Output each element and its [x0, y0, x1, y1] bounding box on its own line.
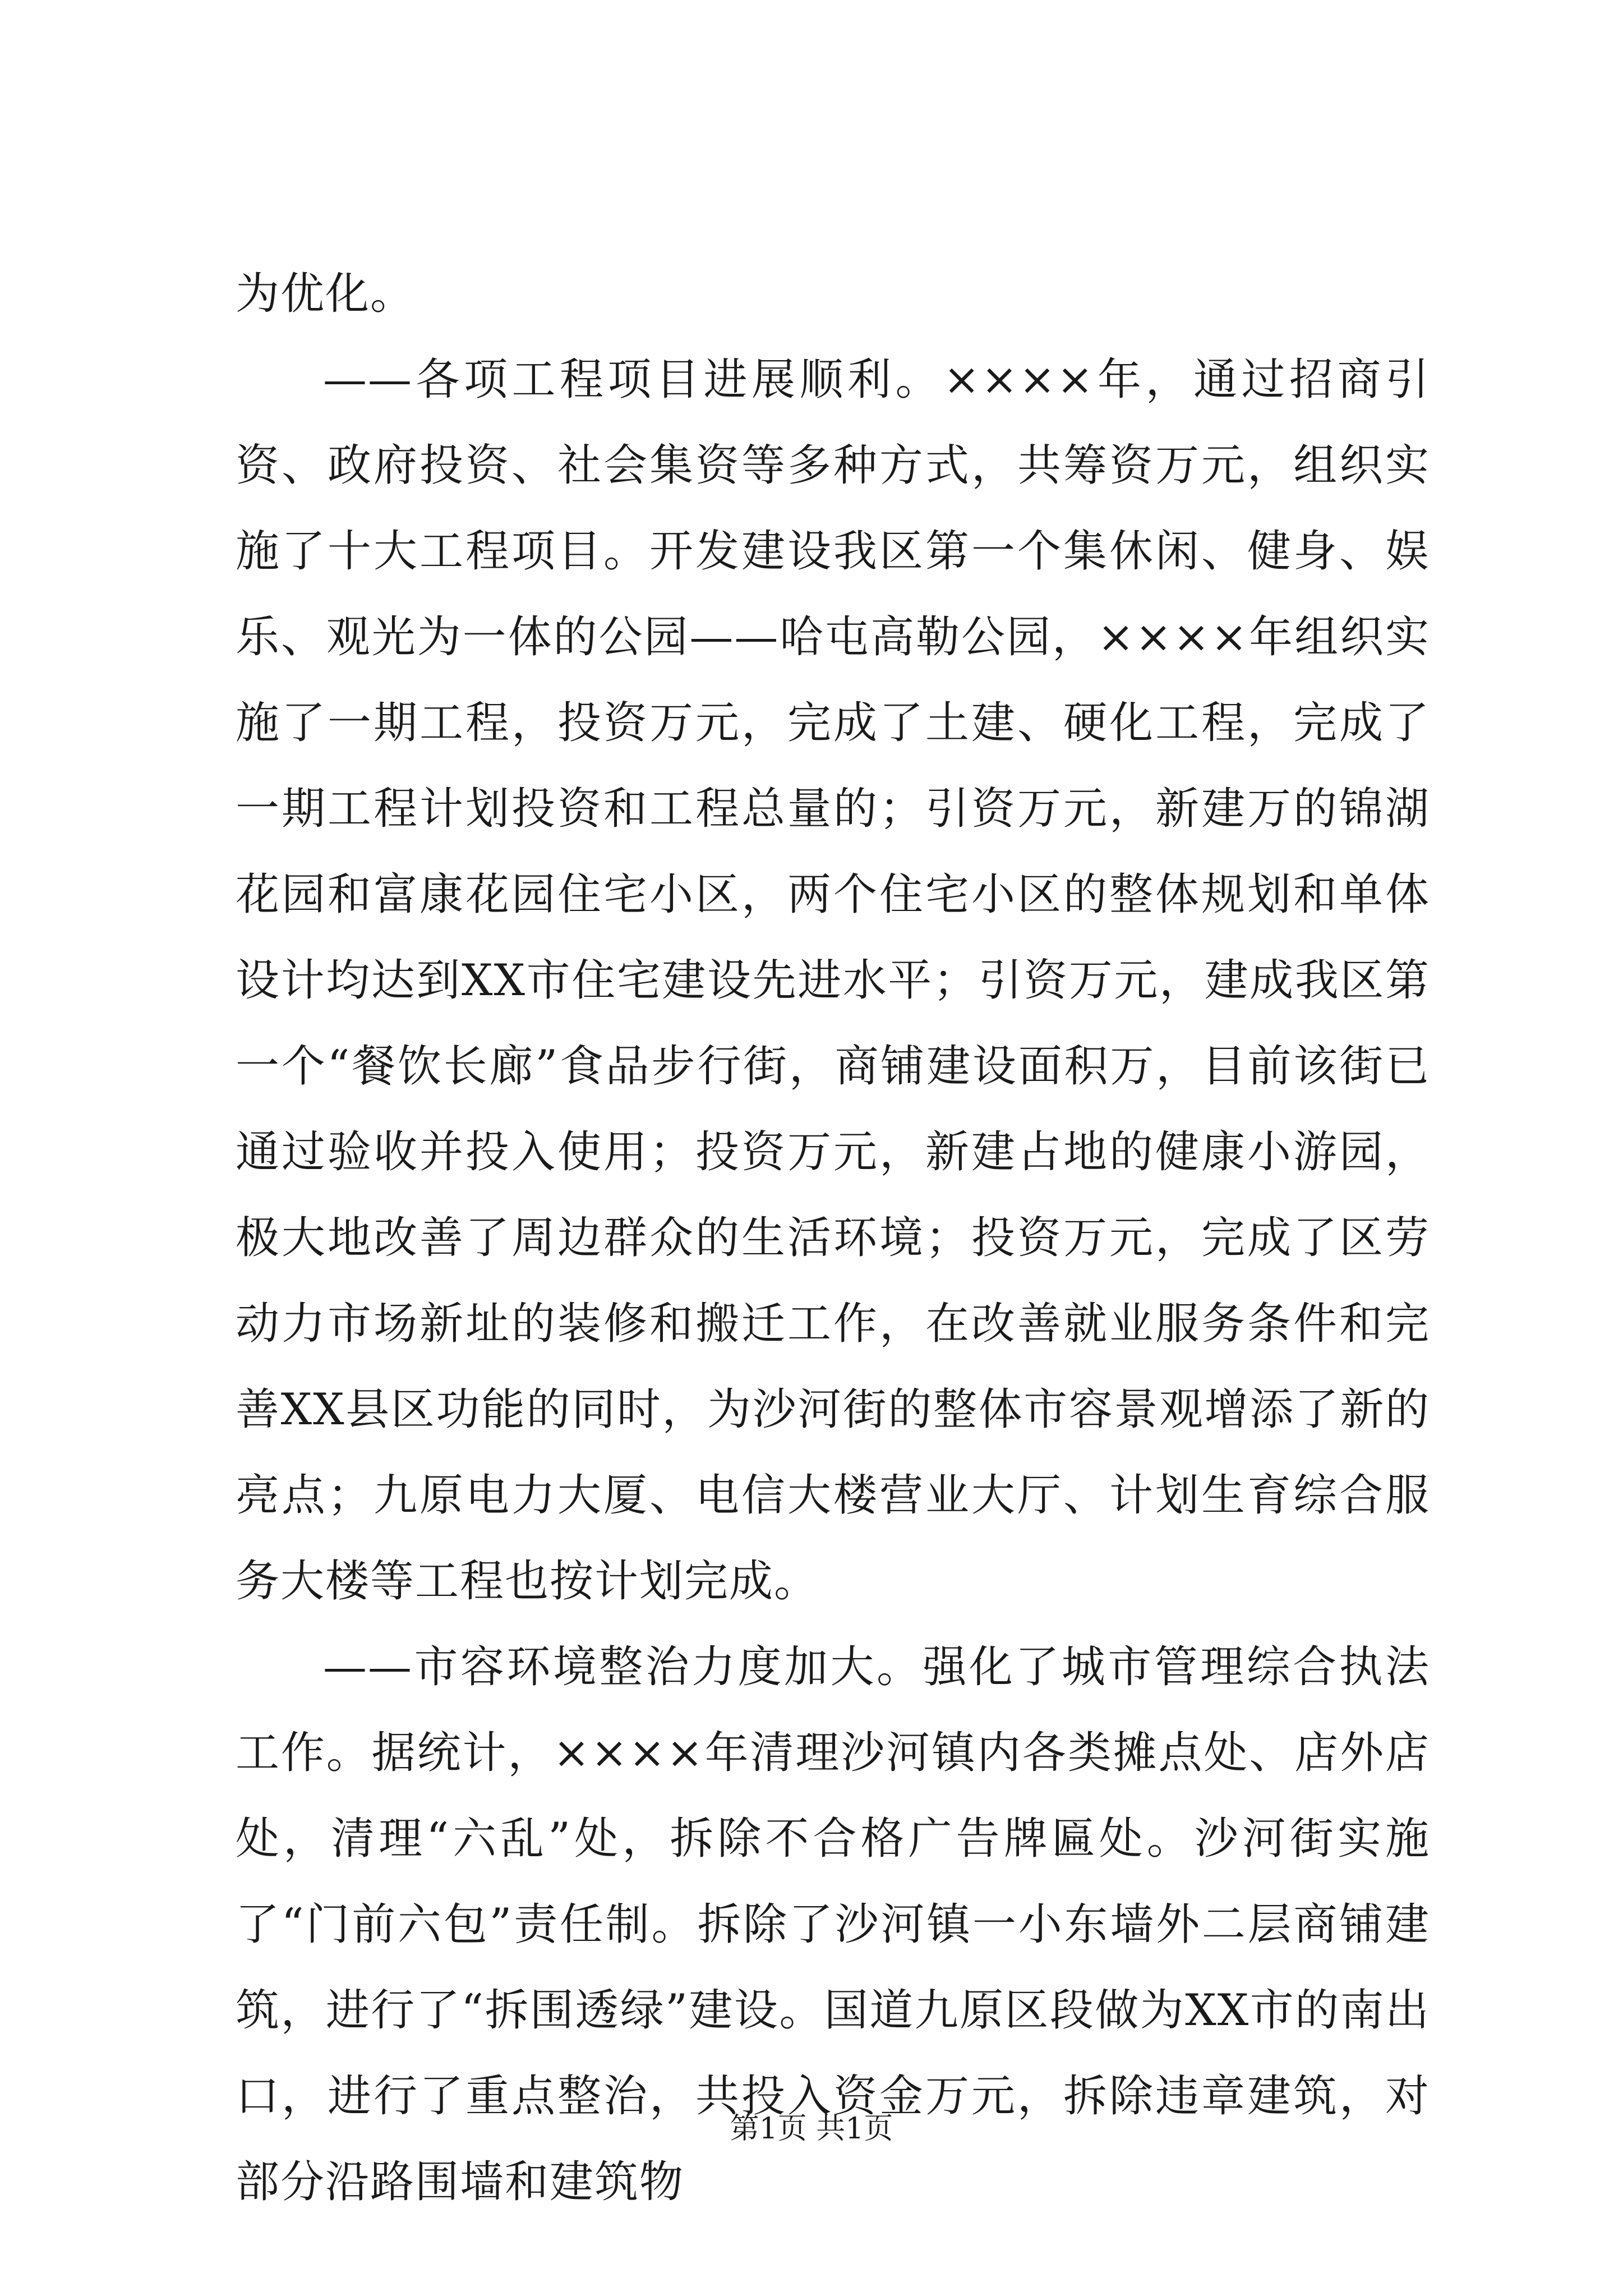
document-body	[236, 251, 1430, 2225]
paragraph-continuation: 为优化。	[236, 269, 416, 319]
paragraph-engineering-projects: ——各项工程项目进展顺利。××××年，通过招商引资、政府投资、社会集资等多种方式，共筹资万元，组织实施了十大工程项目。开发建设我区第一个集休闲、健身、娱乐、观光为一体的公园——哈屯高勒公园，××××年组织实施了一期工程，投资万元，完成了土建、硬化工程，完成了一期工程计划投资和工程总量的；引资万元，新建万的锦湖花园和富康花园住宅小区，两个住宅小区的整体规划和单体设计均达到XX市住宅建设先进水平；引资万元，建成我区第一个“餐饮长廊”食品步行街，商铺建设面积万，目前该街已通过验收并投入使用；投资万元，新建占地的健康小游园，极大地改善了周边群众的生活环境；投资万元，完成了区劳动力市场新址的装修和搬迁工作，在改善就业服务条件和完善XX县区功能的同时，为沙河街的整体市容景观增添了新的亮点；九原电力大厦、电信大楼营业大厅、计划生育综合服务大楼等工程也按计划完成。	[236, 355, 1430, 1607]
page-footer: 第1页 共1页	[730, 2112, 893, 2146]
paragraph-city-environment: ——市容环境整治力度加大。强化了城市管理综合执法工作。据统计，××××年清理沙河镇内各类摊点处、店外店处，清理“六乱”处，拆除不合格广告牌匾处。沙河街实施了“门前六包”责任制。拆除了沙河镇一小东墙外二层商铺建筑，进行了“拆围透绿”建设。国道九原区段做为XX市的南出口，进行了重点整治，共投入资金万元，拆除违章建筑，对部分沿路围墙和建筑物	[236, 1642, 1430, 2207]
